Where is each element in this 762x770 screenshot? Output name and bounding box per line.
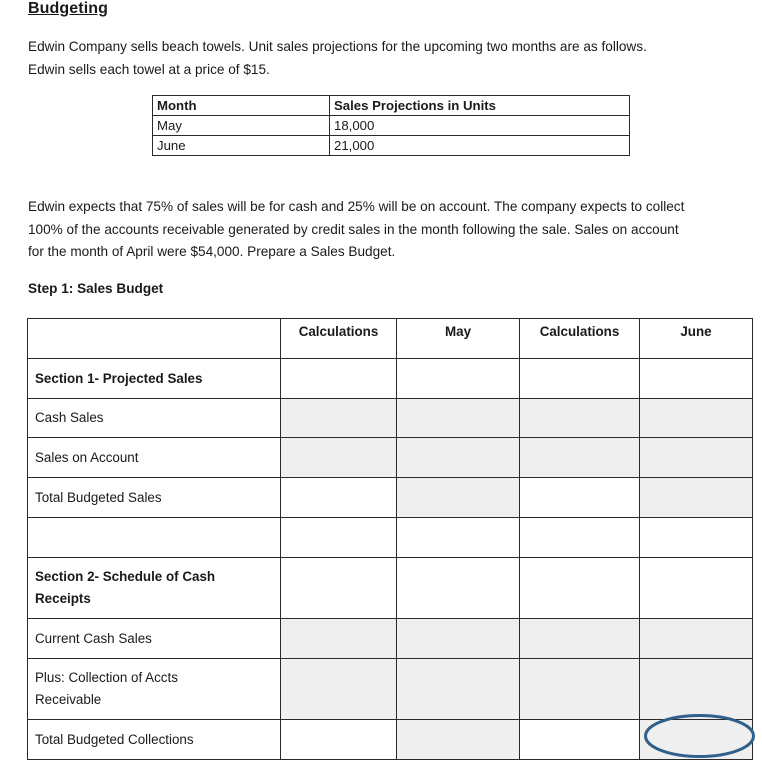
units-row: [153, 116, 630, 136]
units-header-month: Month: [153, 96, 330, 116]
units-row: [153, 136, 630, 156]
header-june: June: [640, 319, 753, 359]
input-cell[interactable]: [397, 518, 520, 558]
budget-row-blank: [28, 518, 753, 558]
sales-budget-table: [27, 318, 753, 760]
input-cell[interactable]: [640, 359, 753, 399]
input-cell[interactable]: [640, 438, 753, 478]
intro-line: Edwin sells each towel at a price of $15.: [28, 61, 270, 77]
budget-row-cash-sales: [28, 399, 753, 438]
intro-paragraph: [28, 36, 647, 81]
row-label: Current Cash Sales: [28, 619, 281, 659]
input-cell[interactable]: [397, 558, 520, 619]
highlight-ring: [643, 713, 756, 759]
units-header-projection: Sales Projections in Units: [330, 96, 630, 116]
row-label-line: Receipts: [35, 591, 91, 606]
budget-row-sales-on-account: [28, 438, 753, 478]
input-cell[interactable]: [520, 359, 640, 399]
input-cell[interactable]: [281, 720, 397, 760]
input-cell[interactable]: [520, 399, 640, 438]
budget-header-row: [28, 319, 753, 359]
input-cell[interactable]: [281, 359, 397, 399]
budget-row-section2: [28, 558, 753, 619]
row-label-line: Receivable: [35, 692, 102, 707]
budget-row-collection: [28, 659, 753, 720]
page-title: Budgeting: [28, 0, 108, 17]
budget-row-section1: [28, 359, 753, 399]
input-cell[interactable]: [640, 399, 753, 438]
step-label: Step 1: Sales Budget: [28, 281, 164, 296]
input-cell[interactable]: [397, 619, 520, 659]
units-month-cell: June: [153, 136, 330, 156]
input-cell[interactable]: [281, 558, 397, 619]
input-cell[interactable]: [520, 438, 640, 478]
input-cell[interactable]: [640, 659, 753, 720]
input-cell[interactable]: [281, 438, 397, 478]
budget-row-current-cash-sales: [28, 619, 753, 659]
highlight-ellipse: [646, 716, 754, 757]
budget-row-total-sales: [28, 478, 753, 518]
input-cell[interactable]: [281, 399, 397, 438]
input-cell[interactable]: [520, 518, 640, 558]
input-cell[interactable]: [520, 659, 640, 720]
row-label: Sales on Account: [28, 438, 281, 478]
row-label: Cash Sales: [28, 399, 281, 438]
input-cell[interactable]: [281, 659, 397, 720]
input-cell[interactable]: [397, 478, 520, 518]
input-cell[interactable]: [520, 478, 640, 518]
input-cell[interactable]: [640, 518, 753, 558]
header-calculations-june: Calculations: [520, 319, 640, 359]
row-label-line: Plus: Collection of Accts: [35, 670, 178, 685]
units-month-cell: May: [153, 116, 330, 136]
blank-cell: [28, 518, 281, 558]
input-cell[interactable]: [640, 619, 753, 659]
input-cell[interactable]: [520, 558, 640, 619]
assumptions-line: 100% of the accounts receivable generated by credit sales in the month following the sale. Sales on account: [28, 221, 679, 237]
input-cell[interactable]: [640, 558, 753, 619]
assumptions-paragraph: [28, 196, 684, 264]
row-label: Section 1- Projected Sales: [28, 359, 281, 399]
row-label: [28, 659, 281, 720]
input-cell[interactable]: [520, 720, 640, 760]
header-calculations-may: Calculations: [281, 319, 397, 359]
input-cell[interactable]: [281, 619, 397, 659]
units-value-cell: 18,000: [330, 116, 630, 136]
assumptions-line: for the month of April were $54,000. Prepare a Sales Budget.: [28, 244, 396, 259]
input-cell[interactable]: [397, 720, 520, 760]
row-label: Total Budgeted Sales: [28, 478, 281, 518]
input-cell[interactable]: [397, 399, 520, 438]
header-may: May: [397, 319, 520, 359]
units-value-cell: 21,000: [330, 136, 630, 156]
row-label: Total Budgeted Collections: [28, 720, 281, 760]
input-cell[interactable]: [397, 359, 520, 399]
assumptions-line: Edwin expects that 75% of sales will be for cash and 25% will be on account. The company expects to collect: [28, 199, 685, 214]
intro-line: Edwin Company sells beach towels. Unit sales projections for the upcoming two months are as follows.: [28, 39, 647, 54]
input-cell[interactable]: [281, 518, 397, 558]
header-label-cell: [28, 319, 281, 359]
input-cell[interactable]: [640, 478, 753, 518]
row-label-line: Section 2- Schedule of Cash: [35, 569, 216, 584]
row-label: [28, 558, 281, 619]
units-table: [152, 95, 630, 156]
input-cell[interactable]: [281, 478, 397, 518]
input-cell[interactable]: [397, 438, 520, 478]
input-cell[interactable]: [520, 619, 640, 659]
input-cell[interactable]: [397, 659, 520, 720]
units-header-row: [153, 96, 630, 116]
